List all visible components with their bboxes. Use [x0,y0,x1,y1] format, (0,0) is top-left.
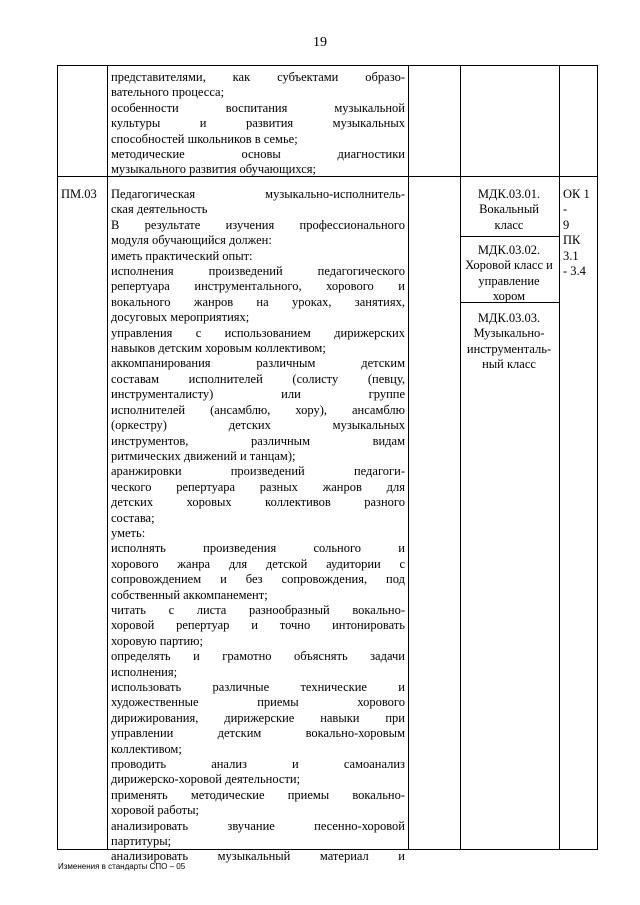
text-line: иметь практический опыт: [111,248,253,263]
module-description [111,187,405,865]
text-line: дирижирования, дирижерские навыки при [111,710,405,725]
text-line: анализировать звучание песенно-хоровой [111,818,405,833]
mdk-divider [460,236,559,237]
column-divider [107,66,108,849]
text-line: анализировать музыкальный материал и [111,849,405,864]
footer-note: Изменения в стандарты СПО – 05 [58,862,186,871]
text-line: коллективом; [111,741,182,756]
text-line: аранжировки произведений педагоги- [111,464,405,479]
text-line: составам исполнителей (солисту (певцу, [111,371,405,386]
text-line: музыкального развития обучающихся; [111,162,316,177]
text-line: управления с использованием дирижерских [111,325,405,340]
text-line: хоровую партию; [111,633,203,648]
module-code: ПМ.03 [61,187,97,201]
text-line: читать с листа разнообразный вокально- [111,602,405,617]
prev-row-description [111,70,405,178]
column-divider [559,66,560,849]
text-line: хором [492,289,526,304]
text-line: Вокальный [479,202,539,217]
text-line: сопровождением и без сопровождения, под [111,572,405,587]
text-line: представителями, как субъектами образо- [111,70,405,84]
text-line: 9 [563,217,570,232]
text-line: исполнять произведения сольного и [111,541,405,556]
page-number: 19 [313,35,327,50]
text-line: хоровой работы; [111,803,199,818]
text-line: В результате изучения профессионального [111,217,405,232]
text-line: ская деятельность [111,202,208,217]
text-line: МДК.03.03. [477,311,541,325]
mdk-03-03 [461,311,557,373]
text-line: ОК 1 - [563,187,590,217]
text-line: ный класс [482,357,536,372]
mdk-03-01 [461,187,557,233]
text-line: состава; [111,510,155,525]
competency-table [57,65,598,864]
text-line: МДК.03.01. [477,187,541,201]
text-line: партитуры; [111,834,172,849]
text-line: уметь: [111,525,146,540]
text-line: методические основы диагностики [111,147,405,162]
text-line: особенности воспитания музыкальной [111,100,405,115]
text-line: навыков детским хоровым коллективом; [111,341,326,356]
text-line: инструменталь- [466,341,552,356]
text-line: хоровой репертуар и точно интонировать [111,618,405,633]
text-line: исполнения; [111,664,178,679]
text-line: способностей школьников в семье; [111,131,298,146]
text-line: ПК 3.1 [563,233,581,263]
text-line: - 3.4 [563,264,586,279]
text-line: репертуара инструментального, хорового и [111,279,405,294]
text-line: досуговых мероприятиях; [111,310,250,325]
text-line: ческого репертуара разных жанров для [111,479,405,494]
text-line: (оркестру) детских музыкальных [111,418,405,433]
text-line: хорового жанра для детской аудитории с [111,556,405,571]
text-line: управление [478,273,540,288]
text-line: аккомпанирования различным детским [111,356,405,371]
text-line: вокального жанров на уроках, занятиях, [111,294,405,309]
text-line: проводить анализ и самоанализ [111,757,405,772]
text-line: класс [494,217,524,232]
text-line: инструментов, различным видам [111,433,405,448]
text-line: ритмических движений и танцам); [111,448,296,463]
text-line: Хоровой класс и [465,258,553,273]
text-line: инструменталисту) или группе [111,387,405,402]
text-line: вательного процесса; [111,85,225,100]
text-line: модуля обучающийся должен: [111,233,272,248]
text-line: Музыкально- [473,326,545,341]
column-divider [408,66,409,849]
text-line: определять и грамотно объяснять задачи [111,649,405,664]
text-line: исполнителей (ансамблю, хору), ансамблю [111,402,405,417]
competency-codes [563,187,597,279]
mdk-03-02 [461,243,557,305]
text-line: применять методические приемы вокально- [111,787,405,802]
text-line: МДК.03.02. [477,243,541,257]
text-line: дирижерско-хоровой деятельности; [111,772,301,787]
text-line: собственный аккомпанемент; [111,587,268,602]
text-line: управлении детским вокально-хоровым [111,726,405,741]
text-line: культуры и развития музыкальных [111,116,405,131]
column-divider [460,66,461,849]
text-line: использовать различные технические и [111,680,405,694]
text-line: Педагогическая музыкально-исполнитель- [111,187,405,201]
text-line: исполнения произведений педагогического [111,264,405,279]
text-line: художественные приемы хорового [111,695,405,710]
text-line: детских хоровых коллективов разного [111,495,405,510]
